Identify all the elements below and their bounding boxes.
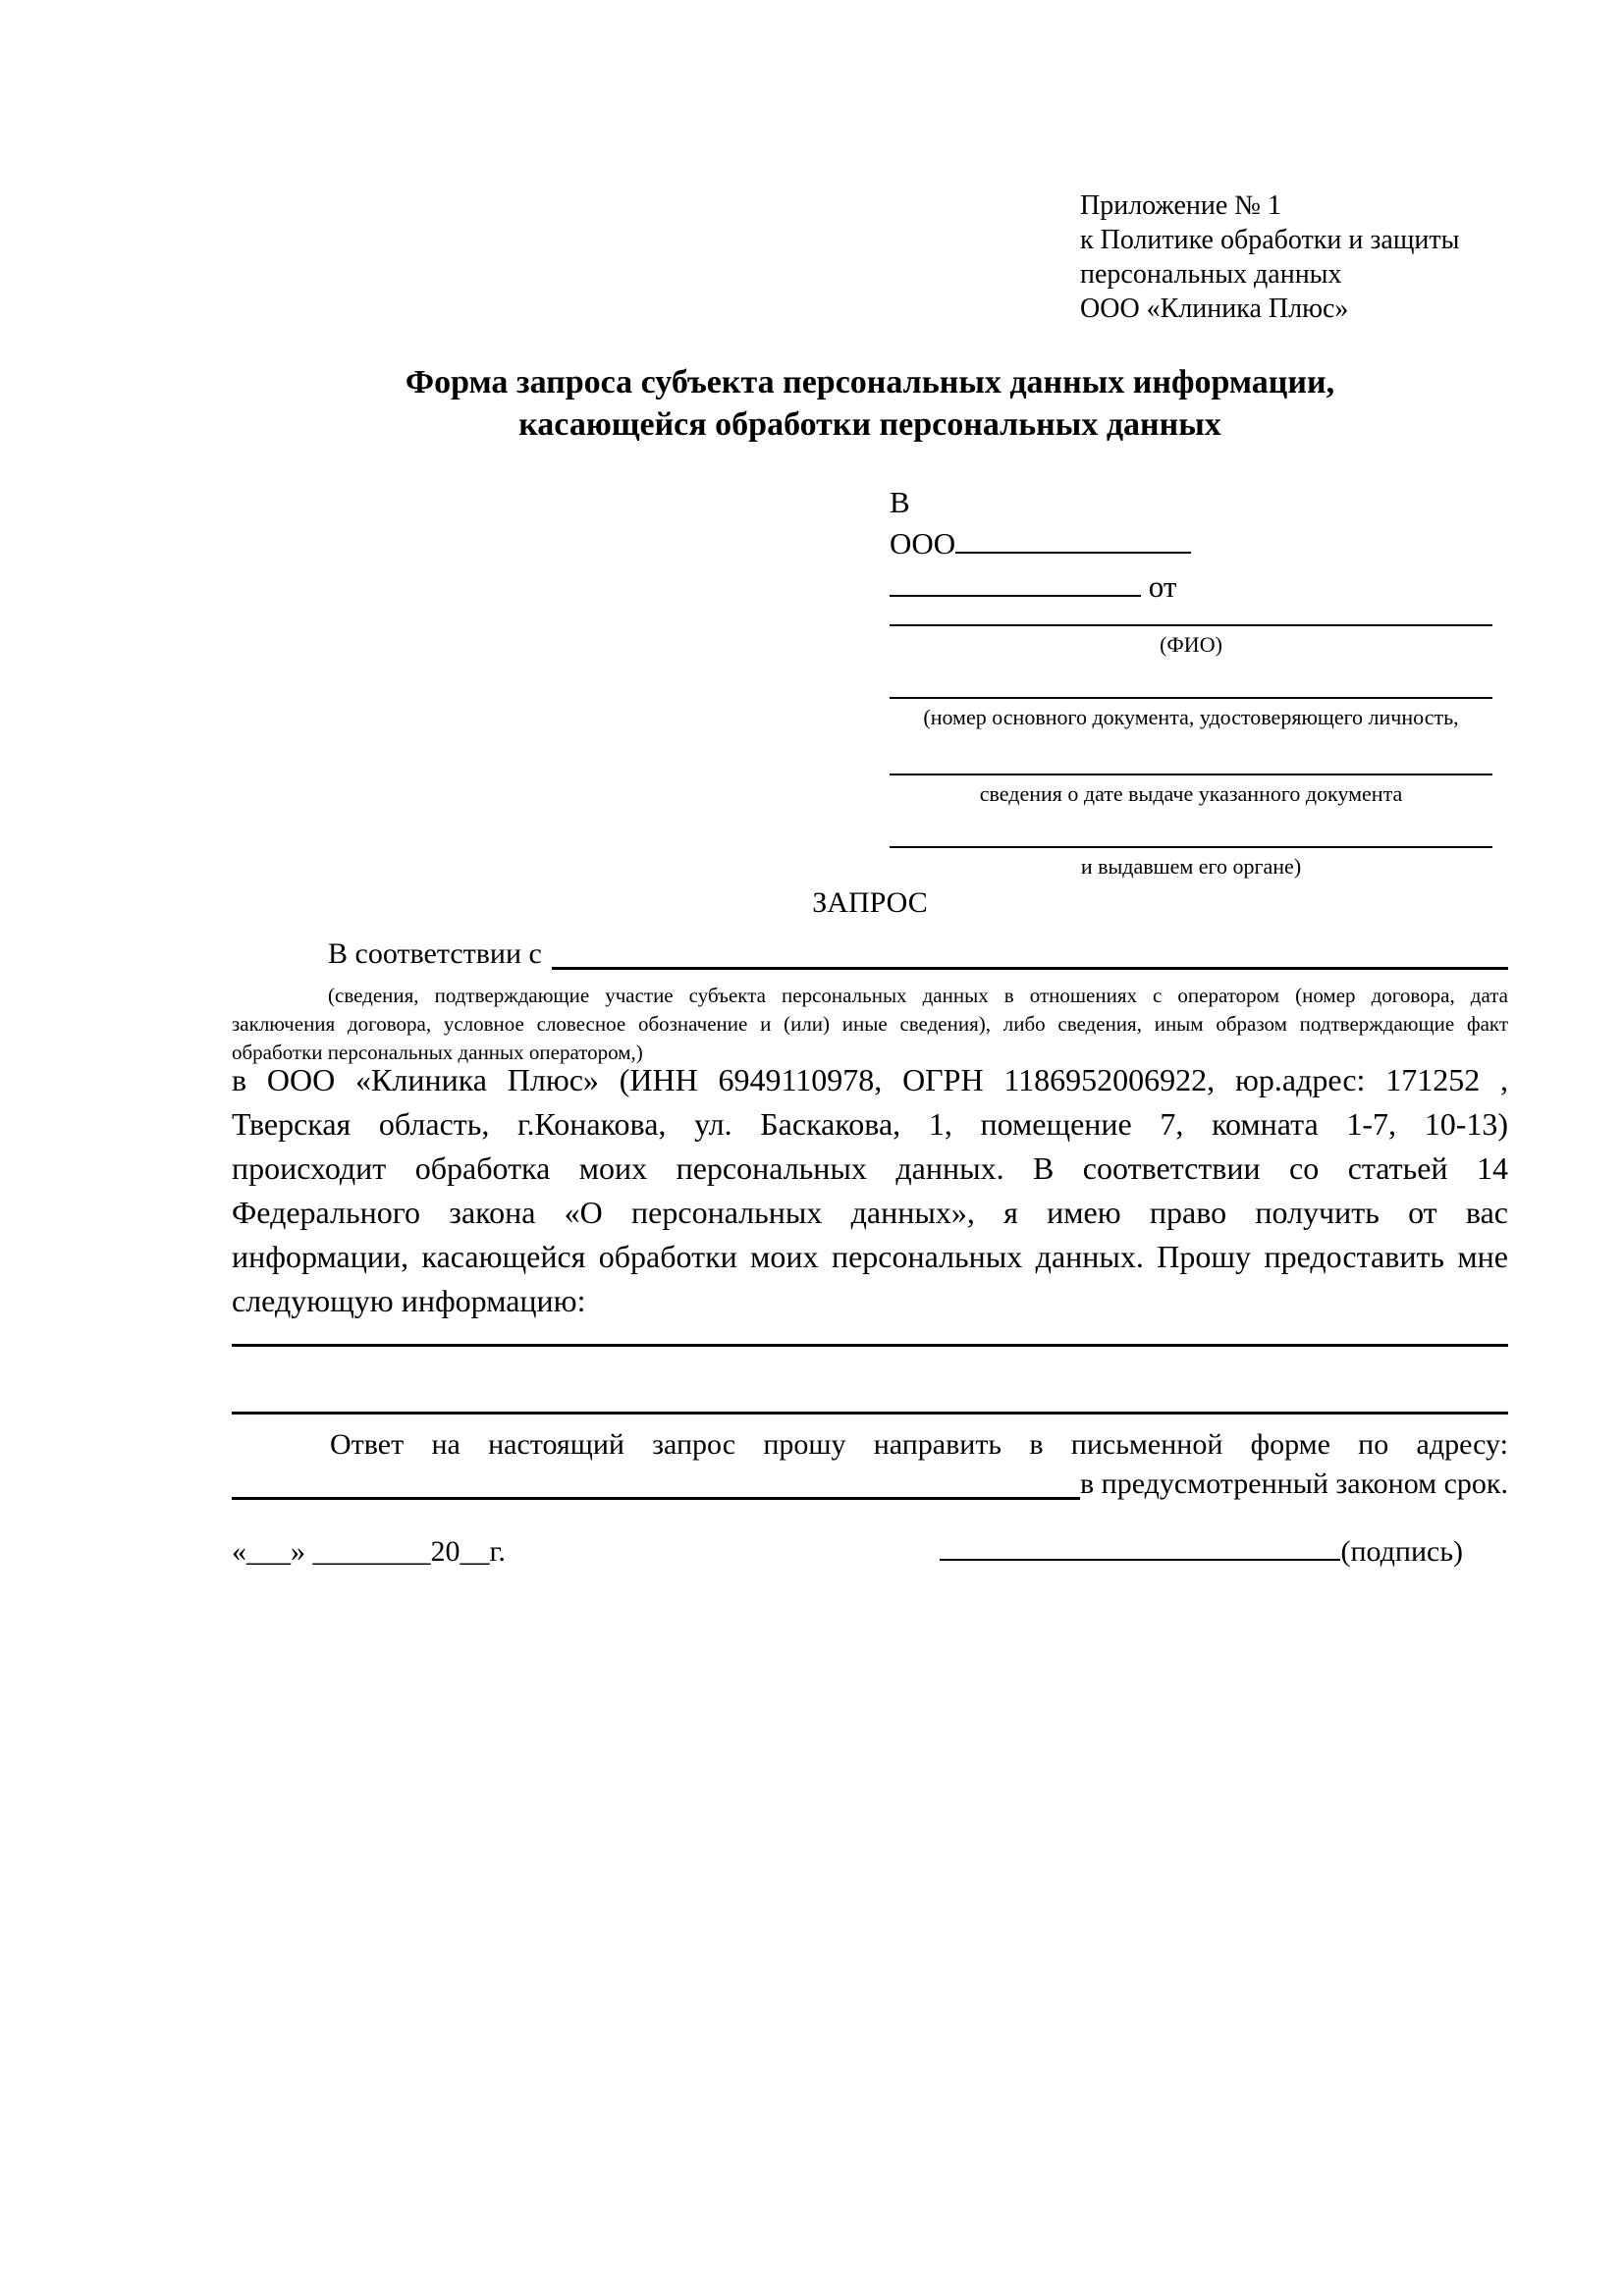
fio-caption: (ФИО)	[1160, 632, 1222, 657]
appendix-note	[1080, 188, 1512, 326]
date-field: «___» ________20__г.	[232, 1535, 506, 1568]
reply-address-blank-line	[232, 1465, 1080, 1500]
doc-issuer-blank-line	[890, 846, 1492, 848]
note-line: заключения договора, условное словесное обозначение и (или) иные сведения), либо сведения, иным образом подтверждающие факт	[232, 1012, 1508, 1036]
basis-label: В соответствии с	[328, 937, 542, 970]
sender-blank-line	[890, 573, 1141, 597]
from-label: от	[1148, 569, 1177, 604]
doc-number-caption: (номер основного документа, удостоверяющего личность,	[923, 705, 1459, 729]
document-title-line: касающейся обработки персональных данных	[518, 406, 1221, 443]
info-blank-line-1	[232, 1344, 1508, 1347]
fio-blank-line	[890, 624, 1492, 626]
basis-blank-line	[552, 934, 1508, 970]
note-line: (сведения, подтверждающие участие субъекта персональных данных в отношениях с оператором (номер договора, дата	[328, 984, 1508, 1007]
org-prefix-label: ООО	[890, 526, 956, 561]
body-paragraph	[232, 1058, 1508, 1323]
doc-date-caption: сведения о дате выдаче указанного документа	[979, 781, 1403, 806]
doc-issuer-caption: и выдавшем его органе)	[1080, 854, 1302, 879]
request-heading: ЗАПРОС	[812, 886, 928, 919]
note-line: обработки персональных данных оператором,)	[232, 1041, 643, 1064]
doc-number-blank-line	[890, 697, 1492, 699]
body-line: в ООО «Клиника Плюс» (ИНН 6949110978, ОГРН 1186952006922, юр.адрес: 171252 ,	[232, 1062, 1508, 1097]
document-title-line: Форма запроса субъекта персональных данных информации,	[405, 364, 1335, 400]
info-blank-line-2	[232, 1412, 1508, 1415]
body-line: информации, касающейся обработки моих персональных данных. Прошу предоставить мне	[232, 1239, 1508, 1274]
explanatory-note	[232, 982, 1508, 1067]
signature-blank-line	[940, 1535, 1340, 1561]
basis-row	[232, 934, 1508, 974]
body-line: Тверская область, г.Конакова, ул. Баскакова, 1, помещение 7, комната 1-7, 10-13)	[232, 1106, 1508, 1142]
addressee-from-row	[890, 569, 1492, 605]
addressee-org-row	[890, 526, 1492, 561]
body-line: Федерального закона «О персональных данных», я имею право получить от вас	[232, 1195, 1508, 1230]
appendix-note-line: к Политике обработки и защиты	[1080, 225, 1460, 255]
appendix-note-line: ООО «Клиника Плюс»	[1080, 294, 1349, 324]
reply-line: Ответ на настоящий запрос прошу направить в письменной форме по адресу:	[330, 1428, 1508, 1461]
body-line: следующую информацию:	[232, 1283, 586, 1318]
org-name-blank-line	[955, 530, 1191, 554]
to-label: В	[890, 485, 910, 519]
footer-row	[232, 1533, 1508, 1571]
doc-date-blank-line	[890, 774, 1492, 775]
addressee-to-row	[890, 485, 1492, 520]
reply-suffix: в предусмотренный законом срок.	[1080, 1468, 1508, 1500]
body-line: происходит обработка моих персональных данных. В соответствии со статьей 14	[232, 1150, 1508, 1186]
appendix-note-line: Приложение № 1	[1080, 190, 1281, 221]
reply-address-row	[232, 1465, 1508, 1504]
signature-caption: (подпись)	[1340, 1535, 1463, 1568]
appendix-note-line: персональных данных	[1080, 259, 1342, 290]
document-title	[232, 361, 1508, 446]
